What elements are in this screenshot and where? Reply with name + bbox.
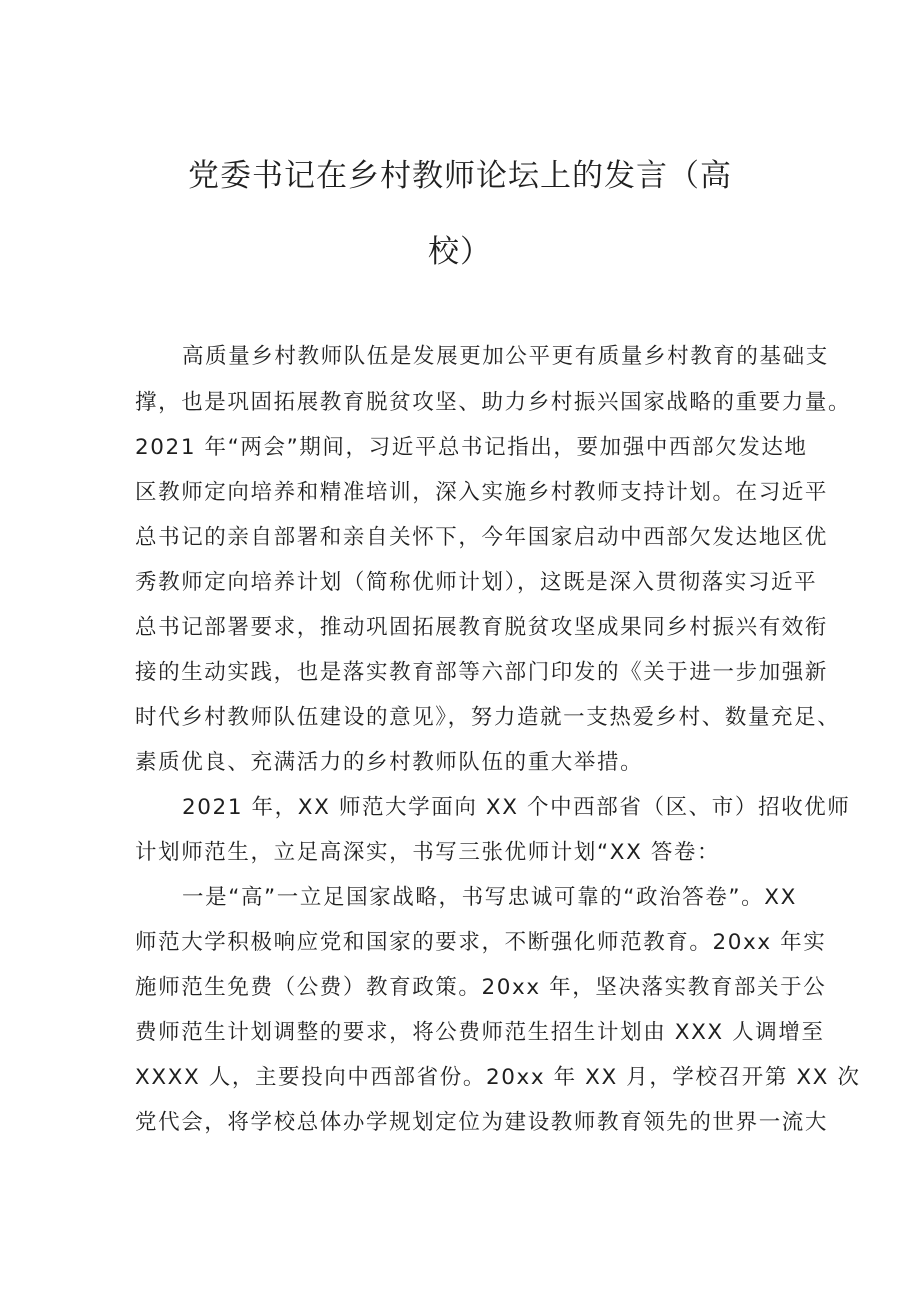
body-line: 撑，也是巩固拓展教育脱贫攻坚、助力乡村振兴国家战略的重要力量。 bbox=[135, 390, 852, 415]
body-line: 师范大学积极响应党和国家的要求，不断强化师范教育。20xx 年实 bbox=[135, 930, 827, 955]
body-line: 高质量乡村教师队伍是发展更加公平更有质量乡村教育的基础支 bbox=[182, 344, 829, 369]
body-line: 秀教师定向培养计划（简称优师计划），这既是深入贯彻落实习近平 bbox=[135, 570, 818, 595]
body-line: 党代会，将学校总体办学规划定位为建设教师教育领先的世界一流大 bbox=[135, 1110, 829, 1135]
document-title-line-1: 党委书记在乡村教师论坛上的发言（高 bbox=[188, 158, 732, 194]
document-title-line-2: 校） bbox=[428, 234, 492, 270]
body-line: 施师范生免费（公费）教育政策。20xx 年，坚决落实教育部关于公 bbox=[135, 975, 827, 1000]
body-line: 2021 年，XX 师范大学面向 XX 个中西部省（区、市）招收优师 bbox=[182, 795, 851, 820]
body-line: XXXX 人，主要投向中西部省份。20xx 年 XX 月，学校召开第 XX 次 bbox=[135, 1065, 861, 1090]
body-line: 接的生动实践，也是落实教育部等六部门印发的《关于进一步加强新 bbox=[135, 660, 829, 685]
body-line: 时代乡村教师队伍建设的意见》，努力造就一支热爱乡村、数量充足、 bbox=[135, 705, 841, 730]
body-line: 计划师范生，立足高深实，书写三张优师计划“XX 答卷： bbox=[135, 840, 721, 865]
body-line: 总书记部署要求，推动巩固拓展教育脱贫攻坚成果同乡村振兴有效衔 bbox=[135, 615, 829, 640]
body-line: 素质优良、充满活力的乡村教师队伍的重大举措。 bbox=[135, 750, 644, 775]
body-line: 一是“高”一立足国家战略，书写忠诚可靠的“政治答卷”。XX bbox=[182, 885, 797, 910]
body-line: 费师范生计划调整的要求，将公费师范生招生计划由 XXX 人调增至 bbox=[135, 1020, 825, 1045]
body-line: 区教师定向培养和精准培训，深入实施乡村教师支持计划。在习近平 bbox=[135, 480, 829, 505]
body-line: 2021 年“两会”期间，习近平总书记指出，要加强中西部欠发达地 bbox=[135, 435, 808, 460]
body-line: 总书记的亲自部署和亲自关怀下，今年国家启动中西部欠发达地区优 bbox=[135, 525, 829, 550]
